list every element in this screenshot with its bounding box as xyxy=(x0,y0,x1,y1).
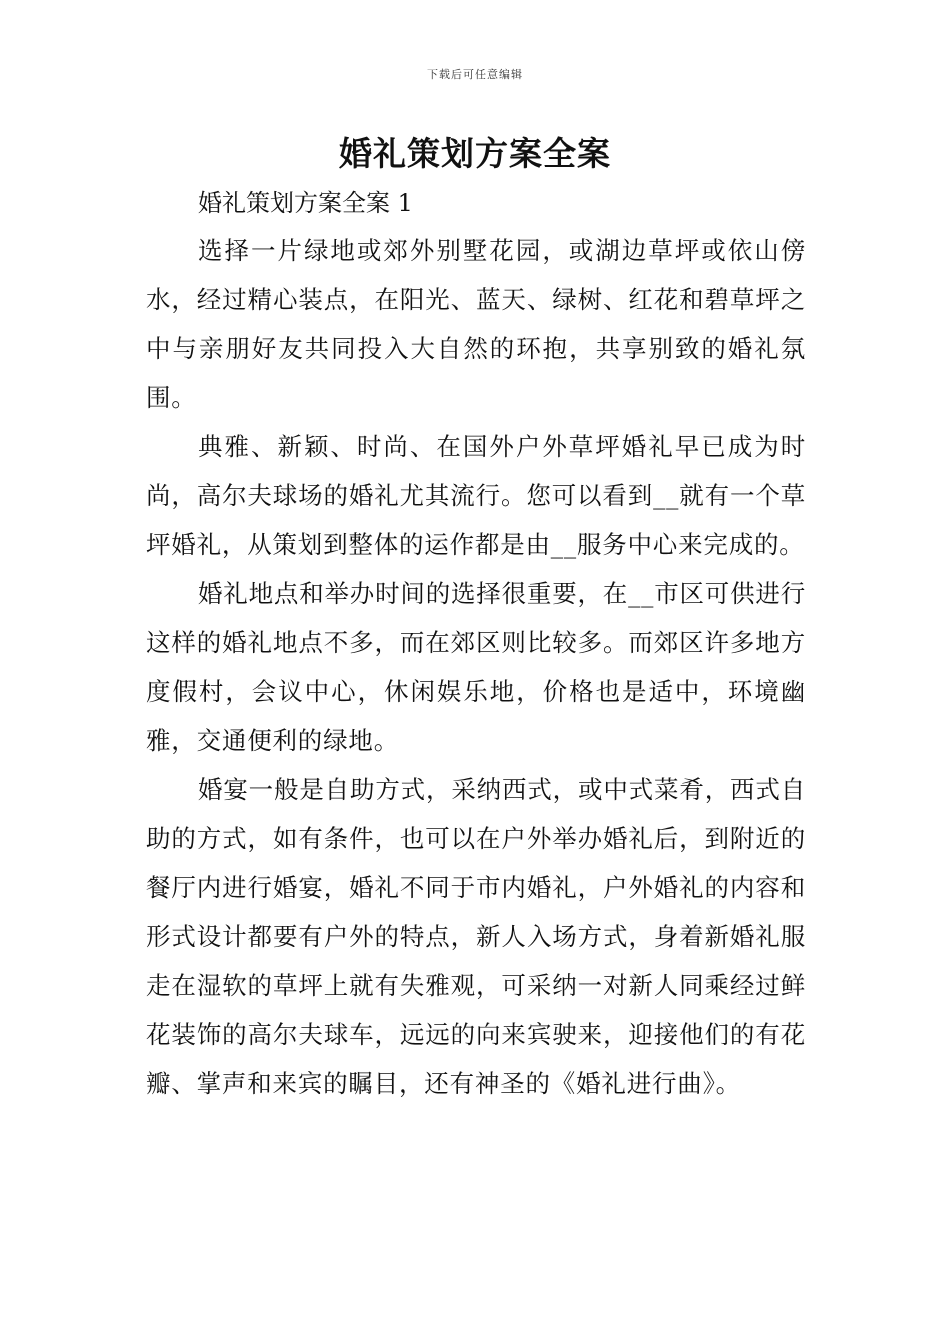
header-note: 下载后可任意编辑 xyxy=(427,68,523,81)
paragraph-2: 典雅、新颖、时尚、在国外户外草坪婚礼早已成为时尚，高尔夫球场的婚礼尤其流行。您可以看到__就有一个草坪婚礼，从策划到整体的运作都是由__服务中心来完成的。 xyxy=(146,432,806,559)
document-title: 婚礼策划方案全案 xyxy=(339,134,611,173)
section-heading: 婚礼策划方案全案 1 xyxy=(198,189,413,217)
paragraph-4: 婚宴一般是自助方式，采纳西式，或中式菜肴，西式自助的方式，如有条件，也可以在户外举办婚礼后，到附近的餐厅内进行婚宴，婚礼不同于市内婚礼，户外婚礼的内容和形式设计都要有户外的特点，新人入场方式，身着新婚礼服走在湿软的草坪上就有失雅观，可采纳一对新人同乘经过鲜花装饰的高尔夫球车，远远的向来宾驶来，迎接他们的有花瓣、掌声和来宾的瞩目，还有神圣的《婚礼进行曲》。 xyxy=(146,775,806,1098)
paragraph-1: 选择一片绿地或郊外别墅花园，或湖边草坪或依山傍水，经过精心装点，在阳光、蓝天、绿树、红花和碧草坪之中与亲朋好友共同投入大自然的环抱，共享别致的婚礼氛围。 xyxy=(146,236,806,412)
paragraph-3: 婚礼地点和举办时间的选择很重要，在__市区可供进行这样的婚礼地点不多，而在郊区则比较多。而郊区许多地方度假村，会议中心，休闲娱乐地，价格也是适中，环境幽雅，交通便利的绿地。 xyxy=(146,579,806,755)
body-text xyxy=(146,226,806,1108)
